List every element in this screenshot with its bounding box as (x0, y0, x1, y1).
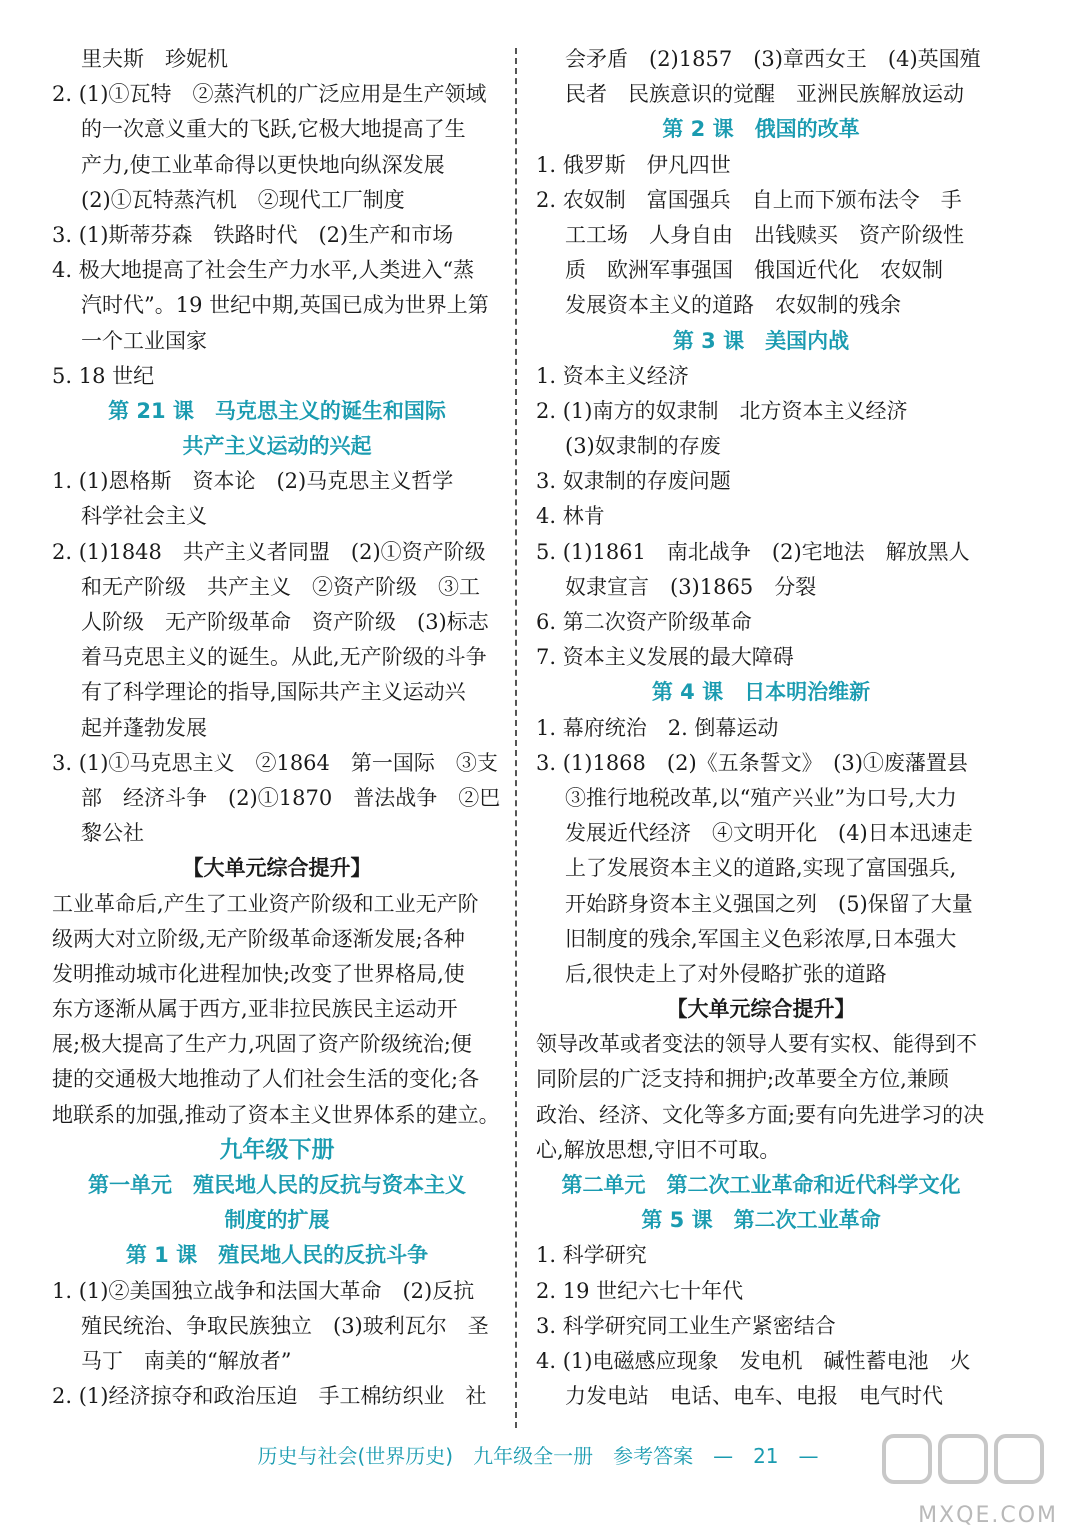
answer-line: 奴隶宣言 (3)1865 分裂 (565, 574, 817, 599)
answer-line: 2. 农奴制 富国强兵 自上而下颁布法令 手 (536, 187, 962, 212)
answer-line: 政治、经济、文化等多方面;要有向先进学习的决 (536, 1102, 985, 1127)
answer-line: 领导改革或者变法的领导人要有实权、能得到不 (536, 1032, 977, 1057)
answer-line: 3. (1)①马克思主义 ②1864 第一国际 ③支 (52, 750, 498, 775)
answer-line: 1. 科学研究 (536, 1243, 647, 1268)
answer-line: 2. (1)经济掠夺和政治压迫 手工棉纺织业 社 (52, 1384, 487, 1409)
answer-line: 1. (1)恩格斯 资本论 (2)马克思主义哲学 (52, 469, 454, 494)
section-heading: 第 5 课 第二次工业革命 (641, 1208, 881, 1233)
section-heading: 第 21 课 马克思主义的诞生和国际 (108, 398, 446, 423)
left-column (52, 42, 502, 1414)
answer-line: 1. (1)②美国独立战争和法国大革命 (2)反抗 (52, 1278, 475, 1303)
answer-line: 2. (1)南方的奴隶制 北方资本主义经济 (536, 398, 908, 423)
unit-summary-heading: 【大单元综合提升】 (182, 856, 372, 881)
answer-line: 一个工业国家 (81, 328, 207, 353)
answer-line: 4. (1)电磁感应现象 发电机 碱性蓄电池 火 (536, 1348, 971, 1373)
answer-line: 3. 奴隶制的存废问题 (536, 469, 731, 494)
answer-line: 里夫斯 珍妮机 (81, 47, 228, 71)
answer-line: 旧制度的残余,军国主义色彩浓厚,日本强大 (565, 926, 957, 951)
answer-line: 5. (1)1861 南北战争 (2)宅地法 解放黑人 (536, 539, 970, 564)
answer-line: 3. (1)斯蒂芬森 铁路时代 (2)生产和市场 (52, 222, 454, 247)
watermark-text: MXQE.COM (918, 1503, 1058, 1528)
answer-line: 着马克思主义的诞生。从此,无产阶级的斗争 (81, 645, 487, 670)
answer-line: 7. 资本主义发展的最大障碍 (536, 645, 794, 670)
answer-line: 6. 第二次资产阶级革命 (536, 610, 752, 634)
answer-line: 发展资本主义的道路 农奴制的残余 (565, 293, 901, 318)
section-heading: 第 4 课 日本明治维新 (651, 680, 871, 705)
answer-line: 1. 资本主义经济 (536, 363, 689, 388)
answer-line: 3. 科学研究同工业生产紧密结合 (536, 1313, 836, 1338)
watermark-stamp-icon (878, 1428, 1058, 1498)
answer-line: 东方逐渐从属于西方,亚非拉民族民主运动开 (52, 997, 458, 1022)
section-heading: 第 3 课 美国内战 (672, 328, 850, 353)
answer-line: 工工场 人身自由 出钱赎买 资产阶级性 (565, 222, 964, 247)
answer-line: 发展近代经济 ④文明开化 (4)日本迅速走 (565, 821, 973, 846)
answer-line: 心,解放思想,守旧不可取。 (536, 1137, 781, 1162)
watermark-logo (878, 1428, 1058, 1528)
answer-line: 4. 极大地提高了社会生产力水平,人类进入“蒸 (52, 258, 475, 283)
answer-line: 地联系的加强,推动了资本主义世界体系的建立。 (52, 1102, 500, 1127)
answer-line: 会矛盾 (2)1857 (3)章西女王 (4)英国殖 (565, 47, 981, 71)
answer-line: 同阶层的广泛支持和拥护;改革要全方位,兼顾 (536, 1067, 949, 1092)
answer-line: 3. (1)1868 (2)《五条誓文》 (3)①废藩置县 (536, 750, 968, 775)
answer-line: 上了发展资本主义的道路,实现了富国强兵, (565, 856, 957, 881)
page-footer: 历史与社会(世界历史) 九年级全一册 参考答案 — 21 — (257, 1444, 819, 1468)
answer-line: 1. 幕府统治 2. 倒幕运动 (536, 715, 779, 740)
answer-line: 汽时代”。19 世纪中期,英国已成为世界上第 (81, 293, 489, 318)
answer-line: 黎公社 (81, 821, 144, 846)
answer-line: 5. 18 世纪 (52, 363, 155, 388)
answer-line: 力发电站 电话、电车、电报 电气时代 (565, 1384, 943, 1409)
section-heading: 制度的扩展 (224, 1208, 330, 1233)
answer-line: 1. 俄罗斯 伊凡四世 (536, 152, 731, 177)
answer-line: 马丁 南美的“解放者” (81, 1348, 292, 1373)
answer-line: 2. 19 世纪六七十年代 (536, 1278, 744, 1303)
answer-line: 2. (1)①瓦特 ②蒸汽机的广泛应用是生产领域 (52, 82, 487, 107)
volume-heading: 九年级下册 (219, 1136, 335, 1163)
answer-line: 产力,使工业革命得以更快地向纵深发展 (81, 152, 445, 177)
section-heading: 第二单元 第二次工业革命和近代科学文化 (561, 1173, 961, 1197)
section-heading: 共产主义运动的兴起 (182, 434, 372, 459)
answer-line: 部 经济斗争 (2)①1870 普法战争 ②巴 (81, 785, 501, 810)
section-heading: 第 1 课 殖民地人民的反抗斗争 (125, 1243, 429, 1268)
answer-line: (3)奴隶制的存废 (565, 434, 721, 459)
answer-line: 科学社会主义 (81, 504, 207, 529)
answer-line: 展;极大提高了生产力,巩固了资产阶级统治;便 (52, 1032, 472, 1057)
unit-summary-heading: 【大单元综合提升】 (666, 997, 856, 1022)
answer-line: 发明推动城市化进程加快;改变了世界格局,使 (52, 961, 465, 986)
answer-line: 人阶级 无产阶级革命 资产阶级 (3)标志 (81, 610, 489, 634)
answer-line: 级两大对立阶级,无产阶级革命逐渐发展;各种 (52, 926, 465, 951)
answer-line: (2)①瓦特蒸汽机 ②现代工厂制度 (81, 187, 405, 212)
answer-line: 和无产阶级 共产主义 ②资产阶级 ③工 (81, 574, 480, 599)
answer-line: 2. (1)1848 共产主义者同盟 (2)①资产阶级 (52, 539, 486, 564)
answer-line: 质 欧洲军事强国 俄国近代化 农奴制 (565, 258, 943, 283)
answer-line: 的一次意义重大的飞跃,它极大地提高了生 (81, 117, 466, 142)
answer-line: 民者 民族意识的觉醒 亚洲民族解放运动 (565, 82, 964, 107)
answer-line: 4. 林肯 (536, 504, 605, 529)
answer-line: 殖民统治、争取民族独立 (3)玻利瓦尔 圣 (81, 1313, 489, 1338)
answer-line: 捷的交通极大地推动了人们社会生活的变化;各 (52, 1067, 480, 1092)
section-heading: 第 2 课 俄国的改革 (662, 117, 860, 142)
answer-line: 工业革命后,产生了工业资产阶级和工业无产阶 (52, 891, 479, 916)
answer-line: 起并蓬勃发展 (81, 715, 207, 740)
column-divider (515, 48, 517, 1428)
answer-line: 有了科学理论的指导,国际共产主义运动兴 (81, 680, 466, 705)
right-column (536, 42, 986, 1414)
section-heading: 第一单元 殖民地人民的反抗与资本主义 (88, 1173, 466, 1197)
answer-line: 后,很快走上了对外侵略扩张的道路 (565, 961, 887, 986)
answer-line: ③推行地税改革,以“殖产兴业”为口号,大力 (565, 785, 957, 810)
answer-line: 开始跻身资本主义强国之列 (5)保留了大量 (565, 891, 973, 916)
